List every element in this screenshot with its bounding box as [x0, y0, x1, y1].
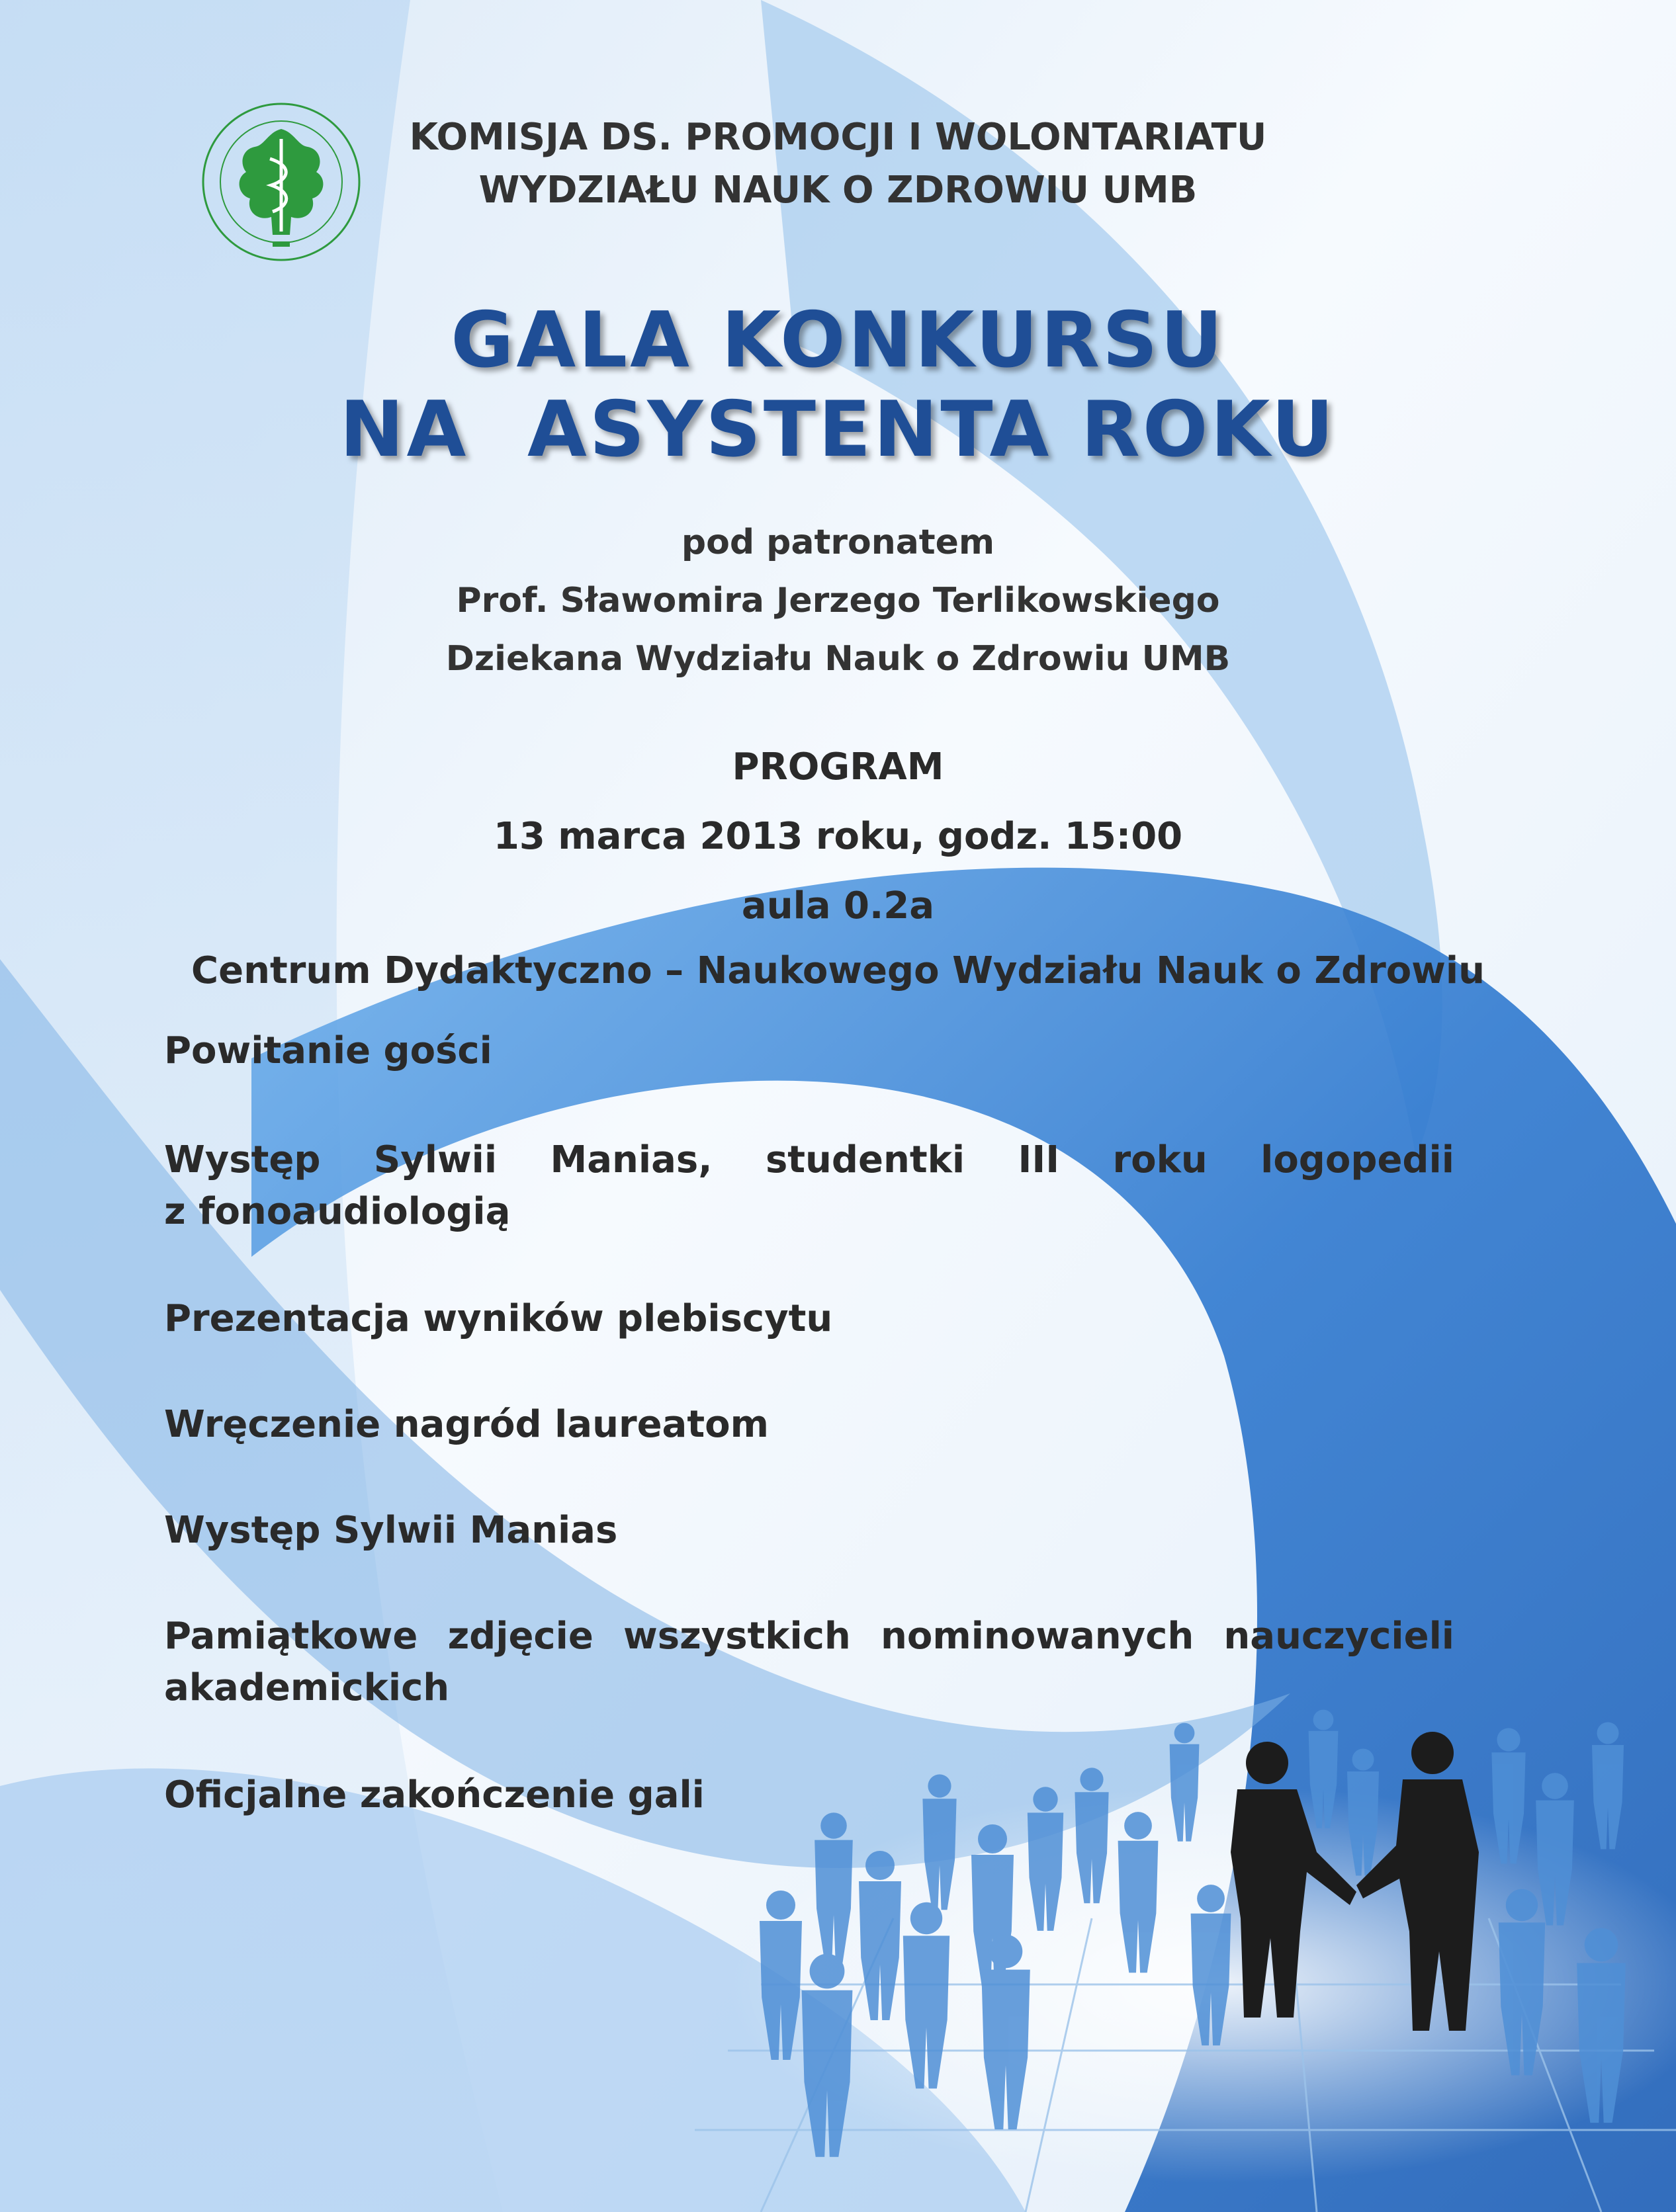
program-item-performance-2: Występ Sylwii Manias — [164, 1509, 618, 1552]
organizer-line-1: KOMISJA DS. PROMOCJI I WOLONTARIATU — [409, 116, 1267, 159]
program-item-closing: Oficjalne zakończenie gali — [164, 1773, 705, 1816]
gala-title-line-2: NA ASYSTENTA ROKU — [339, 385, 1337, 474]
patron-name: Prof. Sławomira Jerzego Terlikowskiego — [456, 581, 1220, 620]
word: Sylwii — [373, 1138, 498, 1181]
program-room: aula 0.2a — [741, 884, 935, 927]
program-item-photo: Pamiątkowe zdjęcie wszystkich nominowanych nauczycieli akademickich — [164, 1615, 1454, 1709]
program-item-awards: Wręczenie nagród laureatom — [164, 1403, 769, 1446]
organizer-line-2: WYDZIAŁU NAUK O ZDROWIU UMB — [478, 169, 1198, 212]
word: III — [1018, 1138, 1060, 1181]
program-date: 13 marca 2013 roku, godz. 15:00 — [493, 815, 1183, 858]
word: logopedii — [1260, 1138, 1454, 1181]
program-item-welcome: Powitanie gości — [164, 1029, 492, 1072]
program-item-performance-1-line-1 — [164, 1134, 1454, 1186]
word: studentki — [765, 1138, 965, 1181]
program-item-performance-1-line-2: z fonoaudiologią — [164, 1190, 511, 1233]
program-item-performance-1 — [164, 1134, 1454, 1238]
gala-title-line-1: GALA KONKURSU — [451, 296, 1225, 385]
program-item-results: Prezentacja wyników plebiscytu — [164, 1297, 833, 1340]
word: roku — [1112, 1138, 1208, 1181]
patronage-label: pod patronatem — [681, 523, 995, 562]
program-venue: Centrum Dydaktyczno – Naukowego Wydziału Nauk o Zdrowiu — [191, 949, 1485, 992]
word: Manias, — [550, 1138, 713, 1181]
program-heading: PROGRAM — [732, 745, 944, 788]
word: Występ — [164, 1138, 321, 1181]
patron-title: Dziekana Wydziału Nauk o Zdrowiu UMB — [445, 639, 1231, 679]
